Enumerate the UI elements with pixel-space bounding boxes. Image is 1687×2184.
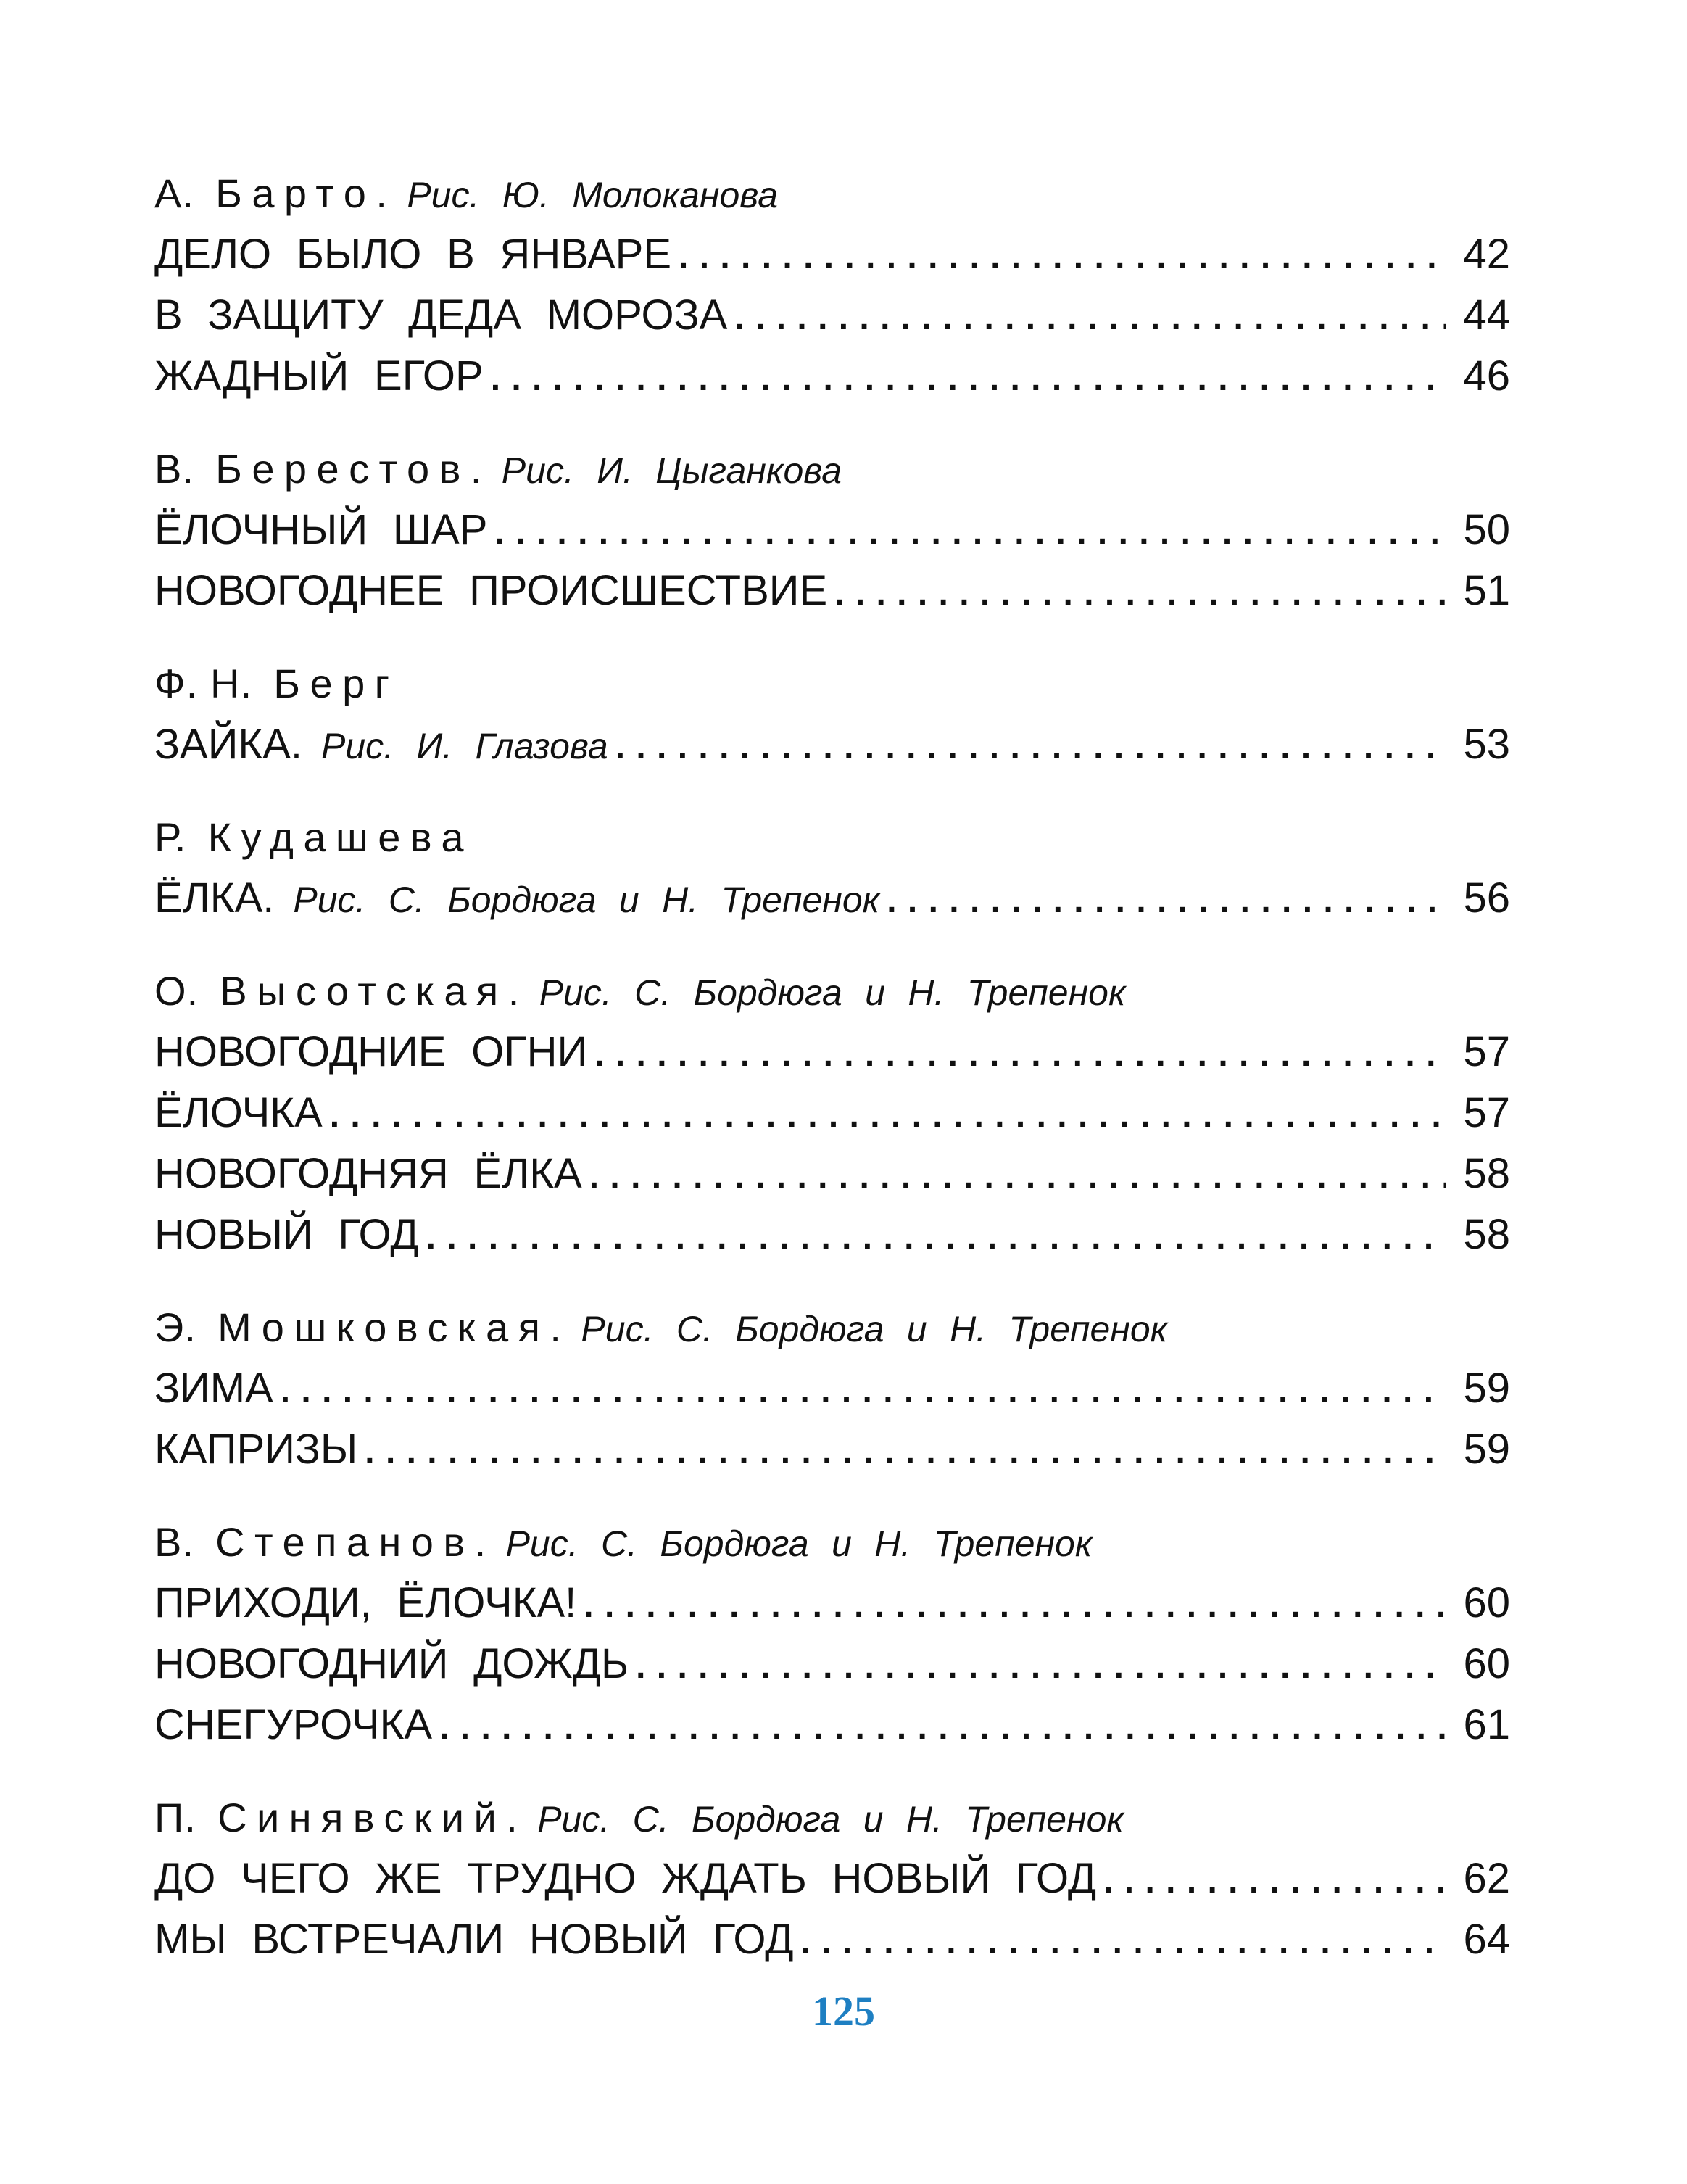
entry-title: ЗИМА <box>154 1365 273 1412</box>
author-line <box>154 439 1510 500</box>
author-initials: В. <box>154 1519 195 1565</box>
entry-page-number: 64 <box>1463 1916 1510 1963</box>
dot-leader <box>365 1422 1446 1483</box>
toc-entry[interactable] <box>154 1083 1510 1143</box>
toc-section-stepanov <box>154 1512 1510 1755</box>
dot-leader <box>887 871 1446 932</box>
entry-page-number: 58 <box>1463 1211 1510 1258</box>
entry-title: НОВОГОДНИЕ ОГНИ <box>154 1028 588 1075</box>
author-surname: Степанов <box>215 1519 475 1565</box>
dot-leader <box>494 502 1446 563</box>
entry-page-number: 60 <box>1463 1640 1510 1687</box>
illustrator-credit: Рис. Ю. Молоканова <box>407 175 779 215</box>
toc-entry[interactable] <box>154 1634 1510 1695</box>
entry-title: ЖАДНЫЙ ЕГОР <box>154 352 484 400</box>
toc-entry[interactable] <box>154 1358 1510 1419</box>
dot-leader <box>834 563 1446 624</box>
illustrator-credit: Рис. С. Бордюга и Н. Трепенок <box>539 972 1126 1013</box>
dot-leader <box>426 1207 1446 1268</box>
toc-entry[interactable] <box>154 714 1510 775</box>
entry-page-number: 60 <box>1463 1579 1510 1626</box>
author-suffix: . <box>506 1795 528 1840</box>
author-surname: Кудашева <box>207 814 474 860</box>
entry-title: ПРИХОДИ, ЁЛОЧКА! <box>154 1579 577 1626</box>
entry-page-number: 56 <box>1463 874 1510 922</box>
toc-entry[interactable] <box>154 1022 1510 1083</box>
author-initials: П. <box>154 1795 197 1840</box>
author-line <box>154 961 1510 1022</box>
entry-title-text: ЗАЙКА. <box>154 721 302 768</box>
author-name <box>154 1304 571 1350</box>
author-surname: Мошковская <box>217 1304 550 1350</box>
entry-page-number: 59 <box>1463 1426 1510 1473</box>
dot-leader <box>615 717 1446 778</box>
entry-title: ЁЛОЧНЫЙ ШАР <box>154 506 488 553</box>
author-name <box>154 1519 496 1565</box>
author-line <box>154 807 1510 868</box>
toc-entry[interactable] <box>154 1573 1510 1634</box>
entry-page-number: 61 <box>1463 1701 1510 1748</box>
dot-leader <box>801 1912 1446 1973</box>
toc-entry[interactable] <box>154 561 1510 621</box>
illustrator-credit: Рис. С. Бордюга и Н. Трепенок <box>537 1799 1124 1840</box>
page-number: 125 <box>812 1987 875 2035</box>
dot-leader <box>491 349 1446 410</box>
author-surname: Берестов <box>215 446 471 492</box>
entry-title: КАПРИЗЫ <box>154 1426 358 1473</box>
dot-leader <box>734 288 1446 349</box>
entry-title-text: ЁЛКА. <box>154 874 275 922</box>
author-suffix: . <box>470 446 492 492</box>
author-suffix: . <box>376 170 397 216</box>
entry-title: В ЗАЩИТУ ДЕДА МОРОЗА <box>154 291 728 339</box>
author-initials: В. <box>154 446 195 492</box>
author-name <box>154 446 492 492</box>
author-surname: Высотская <box>220 968 508 1014</box>
entry-page-number: 51 <box>1463 567 1510 614</box>
author-surname: Барто <box>215 170 376 216</box>
entry-page-number: 50 <box>1463 506 1510 553</box>
entry-page-number: 57 <box>1463 1028 1510 1075</box>
toc-section-kudasheva <box>154 807 1510 929</box>
toc-entry[interactable] <box>154 1695 1510 1755</box>
author-initials: Р. <box>154 814 187 860</box>
author-line <box>154 1512 1510 1573</box>
author-name <box>154 1795 527 1840</box>
toc-entry[interactable] <box>154 1848 1510 1909</box>
illustrator-credit: Рис. С. Бордюга и Н. Трепенок <box>581 1309 1168 1349</box>
entry-page-number: 57 <box>1463 1089 1510 1136</box>
author-line <box>154 1787 1510 1848</box>
entry-title: ЁЛОЧКА <box>154 1089 323 1136</box>
dot-leader <box>281 1361 1446 1422</box>
toc-entry[interactable] <box>154 1143 1510 1204</box>
author-name <box>154 968 529 1014</box>
author-name <box>154 814 473 860</box>
dot-leader <box>589 1146 1446 1207</box>
illustrator-credit: Рис. С. Бордюга и Н. Трепенок <box>505 1523 1093 1564</box>
author-suffix: . <box>474 1519 496 1565</box>
author-name <box>154 170 397 216</box>
toc-entry[interactable] <box>154 224 1510 285</box>
entry-page-number: 46 <box>1463 352 1510 400</box>
entry-page-number: 58 <box>1463 1150 1510 1197</box>
author-name <box>154 661 399 706</box>
illustrator-credit: Рис. И. Цыганкова <box>501 450 842 491</box>
illustrator-credit: Рис. С. Бордюга и Н. Трепенок <box>293 880 880 920</box>
toc-entry[interactable] <box>154 1419 1510 1480</box>
dot-leader <box>584 1576 1446 1637</box>
dot-leader <box>594 1025 1446 1085</box>
entry-title <box>154 714 608 777</box>
author-line <box>154 1297 1510 1358</box>
author-initials: А. <box>154 170 195 216</box>
entry-page-number: 53 <box>1463 721 1510 768</box>
author-initials: О. <box>154 968 199 1014</box>
toc-entry[interactable] <box>154 500 1510 561</box>
toc-section-berg <box>154 653 1510 775</box>
toc-section-barto <box>154 163 1510 407</box>
author-initials: Ф. Н. <box>154 661 253 706</box>
entry-title: СНЕГУРОЧКА <box>154 1701 433 1748</box>
entry-title: ДО ЧЕГО ЖЕ ТРУДНО ЖДАТЬ НОВЫЙ ГОД <box>154 1855 1097 1902</box>
dot-leader <box>330 1085 1446 1146</box>
toc-section-sinyavsky <box>154 1787 1510 1970</box>
toc-entry[interactable] <box>154 1909 1510 1970</box>
author-line <box>154 653 1510 714</box>
entry-title: НОВЫЙ ГОД <box>154 1211 419 1258</box>
entry-page-number: 62 <box>1463 1855 1510 1902</box>
toc-entry[interactable] <box>154 346 1510 407</box>
entry-title: МЫ ВСТРЕЧАЛИ НОВЫЙ ГОД <box>154 1916 794 1963</box>
entry-title: НОВОГОДНЯЯ ЁЛКА <box>154 1150 582 1197</box>
entry-title <box>154 868 879 930</box>
entry-title: ДЕЛО БЫЛО В ЯНВАРЕ <box>154 231 672 278</box>
entry-page-number: 44 <box>1463 291 1510 339</box>
entry-title: НОВОГОДНЕЕ ПРОИСШЕСТВИЕ <box>154 567 828 614</box>
toc-entry[interactable] <box>154 868 1510 929</box>
author-suffix: . <box>550 1304 571 1350</box>
toc-section-berestov <box>154 439 1510 621</box>
toc-entry[interactable] <box>154 285 1510 346</box>
toc-entry[interactable] <box>154 1204 1510 1265</box>
dot-leader <box>679 227 1446 288</box>
illustrator-credit: Рис. И. Глазова <box>321 726 608 766</box>
entry-page-number: 59 <box>1463 1365 1510 1412</box>
author-initials: Э. <box>154 1304 197 1350</box>
author-suffix: . <box>507 968 529 1014</box>
table-of-contents <box>154 163 1510 2002</box>
author-surname: Синявский <box>217 1795 507 1840</box>
toc-section-moshkovskaya <box>154 1297 1510 1480</box>
dot-leader <box>636 1637 1446 1697</box>
entry-title: НОВОГОДНИЙ ДОЖДЬ <box>154 1640 629 1687</box>
dot-leader <box>439 1697 1446 1758</box>
dot-leader <box>1103 1851 1446 1912</box>
author-line <box>154 163 1510 224</box>
author-surname: Берг <box>273 661 399 706</box>
entry-page-number: 42 <box>1463 231 1510 278</box>
toc-section-vysotskaya <box>154 961 1510 1265</box>
